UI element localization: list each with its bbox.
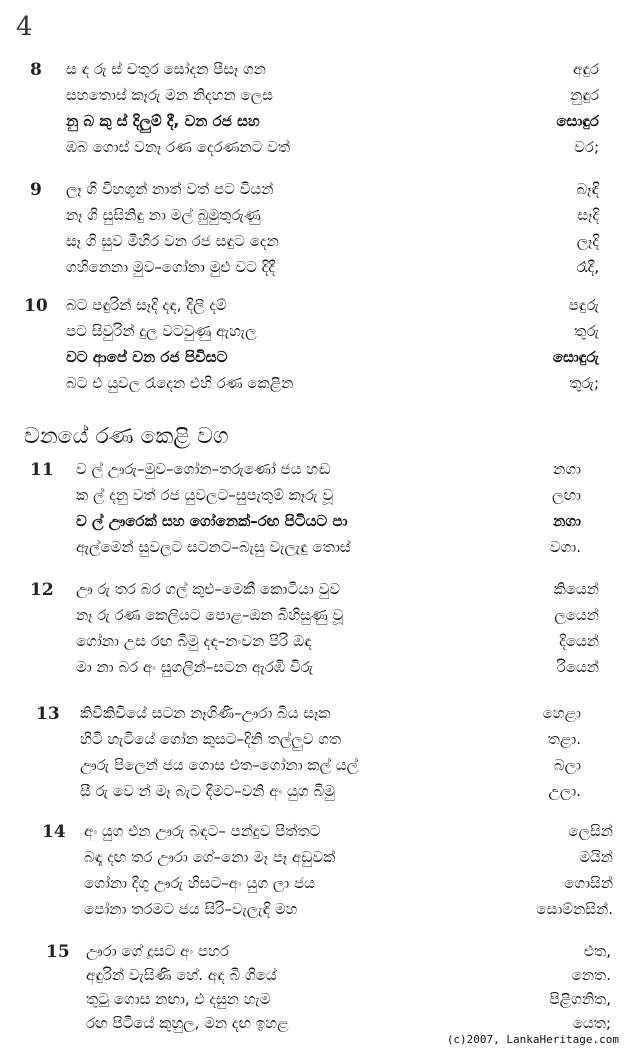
verse-rhyme: ලඟා	[552, 486, 581, 504]
stanza-number: 12	[30, 580, 54, 600]
verse-text: බට පඳුරින් සෑදි දඳ, දිලි දම්	[66, 296, 227, 314]
verse-line	[66, 292, 599, 318]
verse-text: අං යුග එන ඌරු බඳට– පන්දුව පිත්තට	[84, 822, 321, 840]
verse-rhyme: හෙළා	[542, 704, 581, 722]
verse-text: මා නා බර අං සුගලින්–සටන ඇරඹි විරු	[76, 658, 314, 676]
verse-text: අඳුරින් වැසිණි හේ. අඳ බී ගියේ	[86, 966, 277, 984]
verse-text: බට එ යුවල රෑදෙන එහි රණ කෙළින	[66, 374, 294, 392]
verse-line	[80, 752, 581, 778]
verse-text: සී රු වෙ න් මෑ බැට දීමට–වනි අං යුග බිමු	[80, 782, 335, 800]
section-heading: වනයේ රණ කෙළි වග	[24, 424, 229, 449]
verse-rhyme: පිළිගනිත,	[549, 990, 611, 1008]
verse-rhyme: රියෙන්	[556, 658, 599, 676]
verse-text: පෝනා තරමට ජය සිරි–වැලැඳි මහ	[84, 900, 298, 918]
verse-rhyme: ගොසින්	[564, 874, 613, 892]
verse-line	[66, 228, 599, 254]
verse-line	[86, 938, 611, 964]
verse-text: සහතොස් කෑරු මන නිදහන ලෙස	[66, 86, 273, 104]
verse-text: ඌරු පිලෙන් ජය ගොස එත–ගෝනා කල් යල්	[80, 756, 359, 774]
verse-line	[86, 986, 611, 1012]
verse-line	[76, 576, 599, 602]
verse-line	[76, 654, 599, 680]
verse-rhyme: ලයෙන්	[554, 606, 599, 624]
verse-line	[66, 108, 599, 134]
verse-rhyme: වර;	[574, 138, 599, 156]
verse-text: ගහිනෙනා මුව–ගෝනා මුළු වට දිදී	[66, 258, 276, 276]
verse-text: ව ල් ඌරෙක් සහ ගෝනෙක්–රඟ පිටියට පා	[76, 512, 348, 530]
verse-text: ඌ රු තර බර ගල් කුළු–මෙකී කොටියා වුව	[76, 580, 341, 598]
verse-rhyme: උලා.	[548, 782, 581, 800]
verse-rhyme: ලෙසින්	[568, 822, 613, 840]
verse-line	[80, 726, 581, 752]
verse-line	[66, 176, 599, 202]
verse-line	[66, 56, 599, 82]
stanza-number: 15	[46, 942, 70, 962]
verse-text: තුටු ගොස නඟා, එ දසුන හැම	[86, 990, 271, 1008]
verse-line	[76, 456, 581, 482]
verse-line	[76, 508, 581, 534]
verse-line	[66, 82, 599, 108]
verse-line	[66, 370, 599, 396]
verse-rhyme: තළා.	[547, 730, 581, 748]
verse-text: ඌරා ගේ දූසට අං පහර	[86, 942, 229, 960]
verse-text: සෑ ගි සුව මිහිර වන රජ සඳුට දෙන	[66, 232, 279, 250]
verse-line	[84, 818, 613, 844]
verse-rhyme: එත,	[583, 942, 611, 960]
verse-text: කිවිකිවියේ සටන නෑගිණි–ඌරා බිය සෑක	[80, 704, 331, 722]
verse-line	[66, 202, 599, 228]
verse-rhyme: පඳුරු	[568, 296, 599, 314]
verse-text: ඇල්මෙන් සුවලට සටනට–බැසු වැලැඳු තොස්	[76, 538, 351, 556]
verse-rhyme: බෑඳි	[576, 180, 599, 198]
verse-rhyme: සොඳුරු	[552, 348, 599, 366]
verse-rhyme: නගා	[553, 512, 581, 530]
verse-line	[76, 482, 581, 508]
verse-text: බඳෑ දඟ තර ඌරා ගේ–නො මෑ පෑ අඩුවක්	[84, 848, 336, 866]
verse-text: නෑ රු රණ කෙලියට පොළ–ඔන බිහිසුණු වූ	[76, 606, 344, 624]
verse-text: ඹබ ගොස් වනෑ රණ දෙරණනට වත්	[66, 138, 291, 156]
verse-rhyme: නුඳුර	[570, 86, 599, 104]
verse-rhyme: සෑදි	[577, 206, 599, 224]
verse-text: හිටි හැටියේ ගෝන කුසට–දිනි තල්ලුව ගත	[80, 730, 342, 748]
verse-text: ගෝනා උස රඟ බිමු දඳ–නංවන පිරි ඔඳ	[76, 632, 312, 650]
verse-rhyme: යෙත;	[572, 1014, 611, 1032]
stanza-number: 9	[30, 180, 42, 200]
verse-line	[76, 602, 599, 628]
verse-line	[84, 896, 613, 922]
verse-line	[66, 318, 599, 344]
verse-rhyme: සොම්නසින්.	[536, 900, 613, 918]
verse-rhyme: තුරු	[574, 322, 599, 340]
stanza-number: 10	[24, 296, 48, 316]
verse-line	[84, 870, 613, 896]
verse-rhyme: සොඳුර	[556, 112, 599, 130]
stanza-number: 11	[30, 460, 54, 480]
verse-rhyme: මයින්	[579, 848, 613, 866]
verse-text: ලෑ ගි විහගුන් නාත් වත් පට වියන්	[66, 180, 274, 198]
verse-line	[76, 628, 599, 654]
verse-text: වට ආපේ වන රජ පිවිසට	[66, 348, 228, 366]
verse-text: ක ල් දනු වත් රජ යුවලට–සුපැතුම් කෑරු වූ	[76, 486, 334, 504]
verse-line	[66, 134, 599, 160]
verse-rhyme: කියෙන්	[553, 580, 599, 598]
copyright-notice: (c)2007, LankaHeritage.com	[446, 1033, 619, 1046]
verse-line	[80, 778, 581, 804]
verse-text: නෑ ගි සුසිනිඳු නා මල් බුමුතුරුණු	[66, 206, 261, 224]
stanza-number: 14	[42, 822, 66, 842]
verse-rhyme: නගා	[553, 460, 581, 478]
verse-rhyme: තුරු;	[569, 374, 599, 392]
verse-rhyme: දියෙන්	[559, 632, 599, 650]
stanza-number: 8	[30, 60, 42, 80]
verse-line	[86, 962, 611, 988]
verse-rhyme: නෙත.	[571, 966, 611, 984]
verse-rhyme: අඳුර	[573, 60, 599, 78]
verse-rhyme: බලා	[553, 756, 581, 774]
verse-text: ව ල් ඌරු–මුව–ගෝන–තරුණෝ ජය හඬ	[76, 460, 331, 478]
stanza-number: 13	[36, 704, 60, 724]
verse-rhyme: රෑදී,	[576, 258, 599, 276]
verse-rhyme: වගා.	[549, 538, 581, 556]
verse-line	[66, 254, 599, 280]
verse-line	[84, 844, 613, 870]
verse-text: රඟ පිටියේ කුහුල, මන දඟ ඉහළ	[86, 1014, 289, 1032]
verse-text: පට සිවුරින් දුල වටවුණු ඇහැල	[66, 322, 257, 340]
verse-text: නු බ කු ස් දිලුම් දී, වන රජ සහ	[66, 112, 260, 130]
verse-line	[76, 534, 581, 560]
verse-rhyme: ලෑදි	[576, 232, 599, 250]
verse-line	[80, 700, 581, 726]
verse-text: ස ඳ රු ස් චතුර සෝදන පීසෑ ගන	[66, 60, 266, 78]
verse-text: ගෝනා දිගු ඌරු හිසට–අං යුග ලා ජය	[84, 874, 315, 892]
verse-line	[66, 344, 599, 370]
page-number: 4	[16, 12, 33, 42]
